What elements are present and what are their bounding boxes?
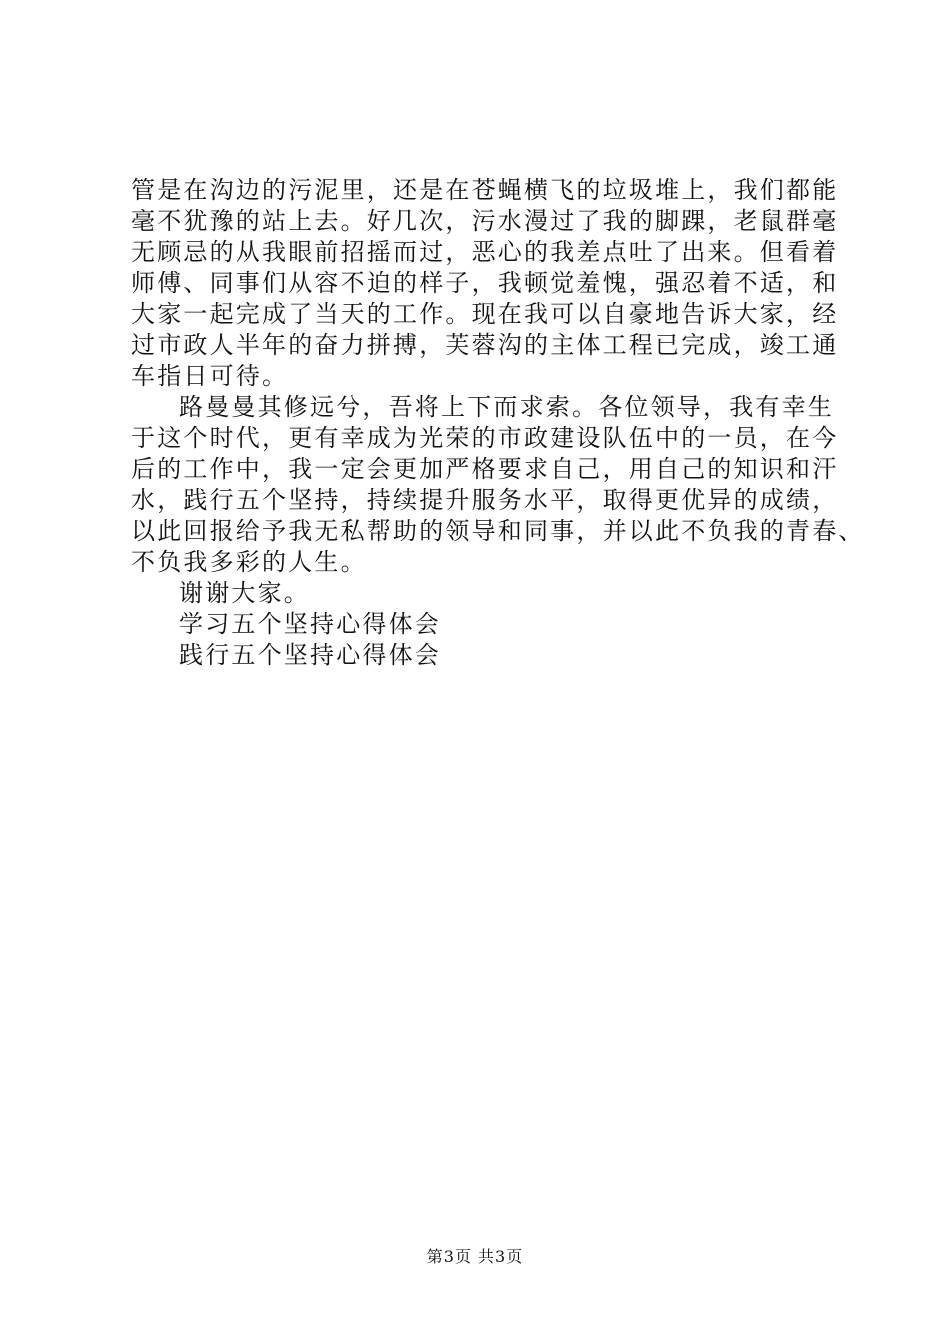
closing-thanks: 谢谢大家。 [179,579,310,607]
text-line: 车指日可待。 [131,362,289,390]
text-line: 管是在沟边的污泥里，还是在苍蝇横飞的垃圾堆上，我们都能 [131,176,839,204]
related-title: 学习五个坚持心得体会 [179,610,441,638]
page-number-footer: 第3页 共3页 [426,1247,524,1266]
text-line: 过市政人半年的奋力拼搏，芙蓉沟的主体工程已完成，竣工通 [131,331,839,359]
text-line: 大家一起完成了当天的工作。现在我可以自豪地告诉大家，经 [131,300,839,328]
text-line: 于这个时代，更有幸成为光荣的市政建设队伍中的一员，在今 [131,424,839,452]
text-line: 无顾忌的从我眼前招摇而过，恶心的我差点吐了出来。但看着 [131,238,839,266]
text-line: 不负我多彩的人生。 [131,548,367,576]
text-line: 以此回报给予我无私帮助的领导和同事，并以此不负我的青春、 [131,517,865,545]
body-text [131,175,865,671]
text-line: 水，践行五个坚持，持续提升服务水平，取得更优异的成绩， [131,486,839,514]
text-line: 师傅、同事们从容不迫的样子，我顿觉羞愧，强忍着不适，和 [131,269,839,297]
text-line: 毫不犹豫的站上去。好几次，污水漫过了我的脚踝，老鼠群毫 [131,207,839,235]
paragraph-first-line: 路曼曼其修远兮，吾将上下而求索。各位领导，我有幸生 [179,393,834,421]
text-line: 后的工作中，我一定会更加严格要求自己，用自己的知识和汗 [131,455,839,483]
related-title: 践行五个坚持心得体会 [179,641,441,669]
